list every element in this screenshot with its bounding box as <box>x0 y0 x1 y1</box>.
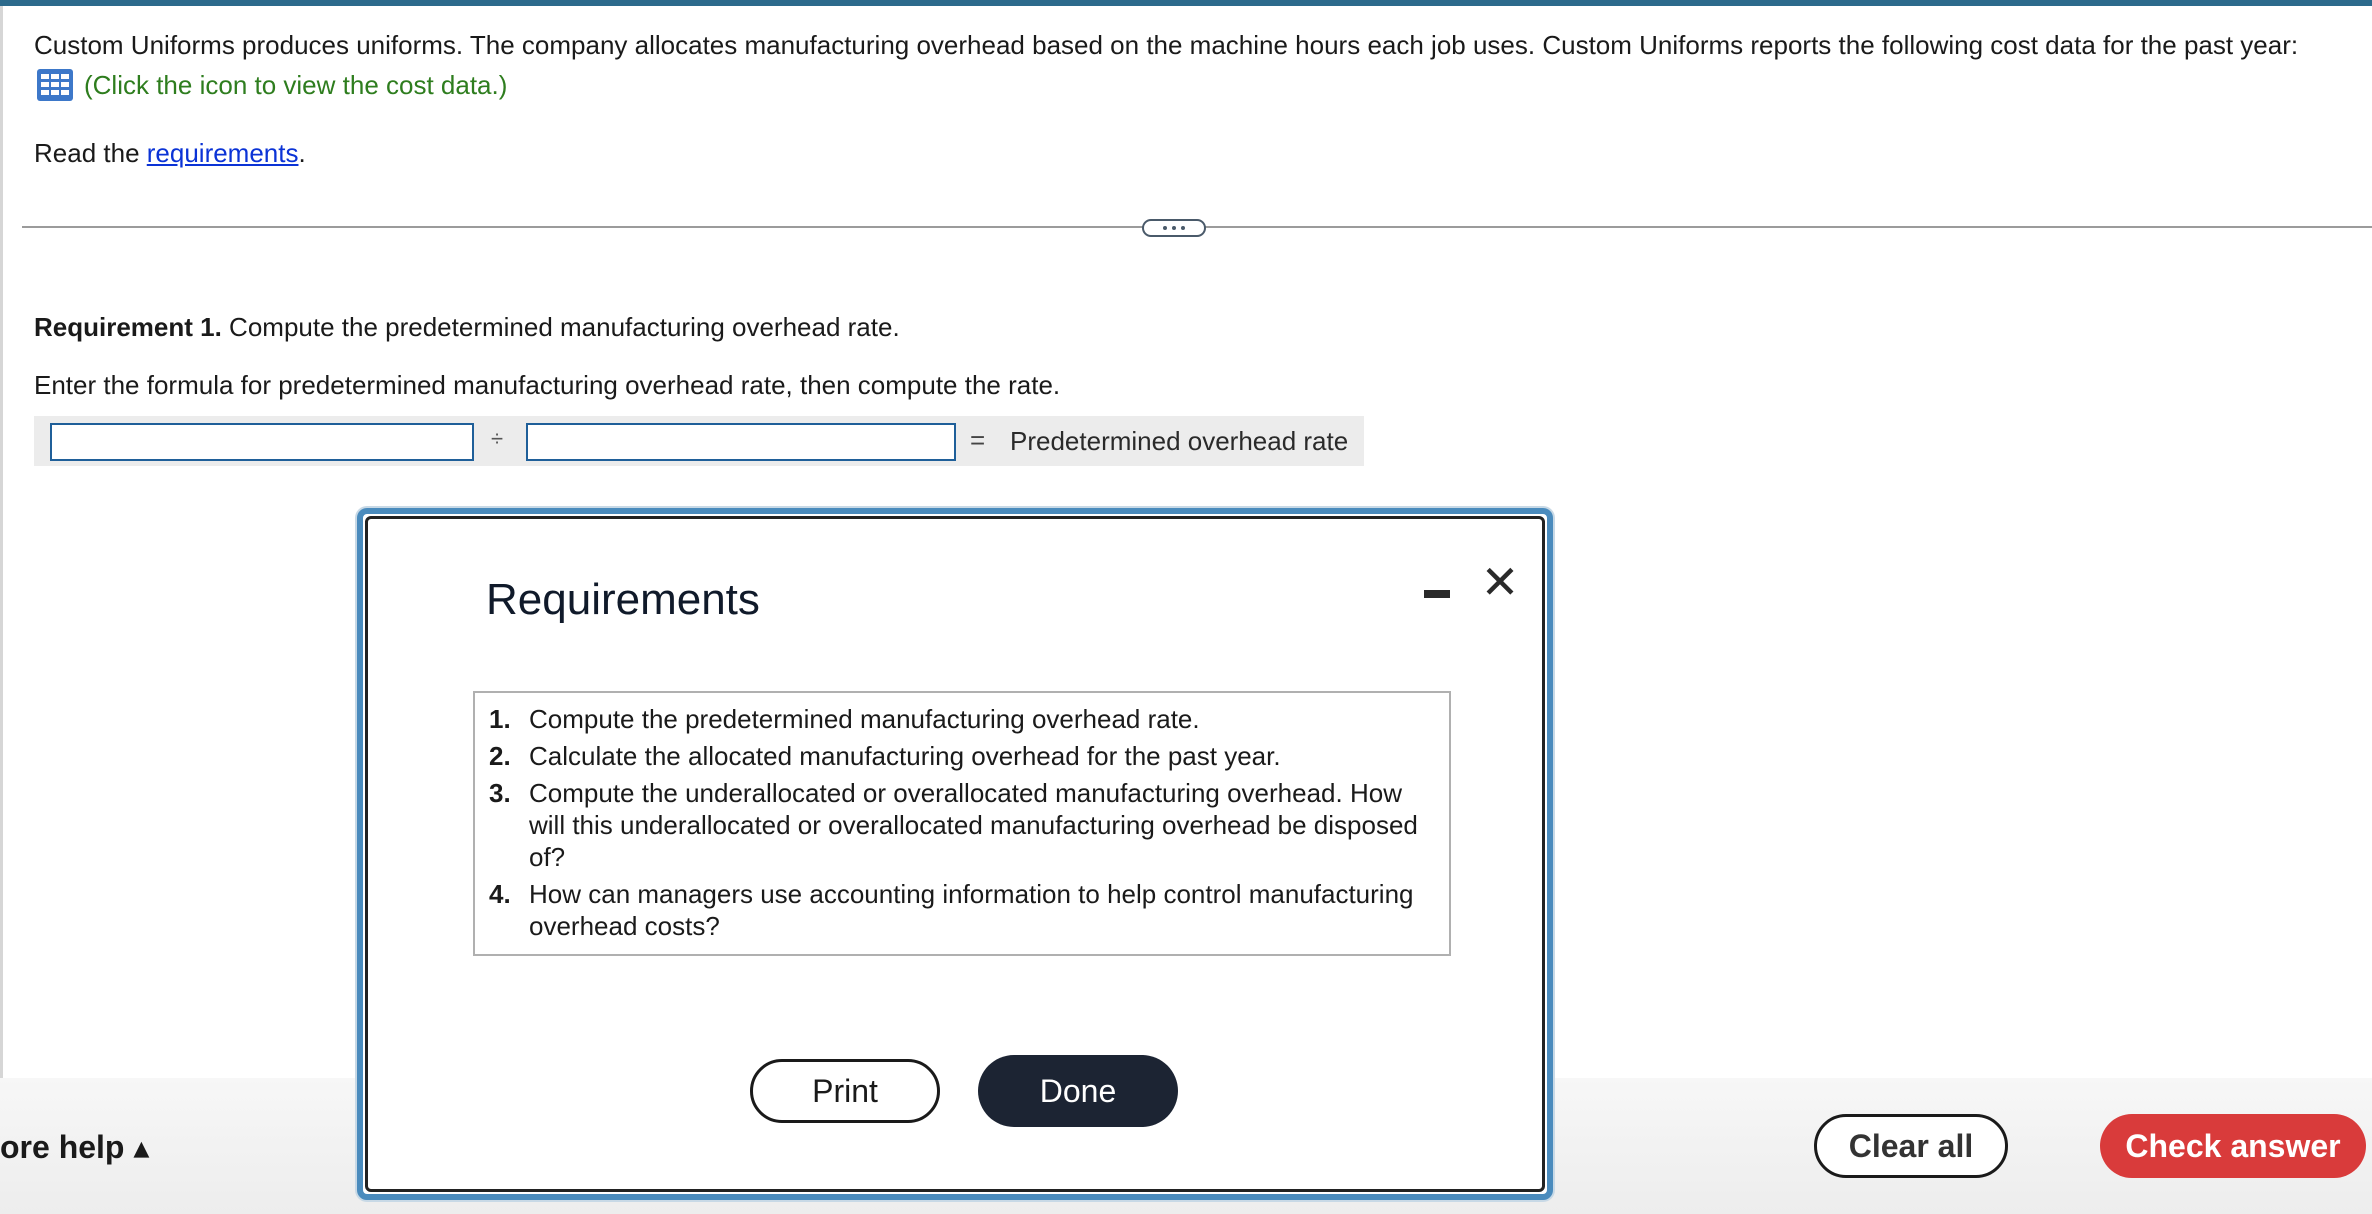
table-grid-icon[interactable] <box>36 68 74 102</box>
list-item <box>489 777 1435 873</box>
print-button[interactable]: Print <box>750 1059 940 1123</box>
list-item-text: Calculate the allocated manufacturing overhead for the past year. <box>529 741 1281 771</box>
list-item-number: 4. <box>489 879 511 909</box>
list-item-number: 1. <box>489 704 511 734</box>
equals-symbol: = <box>970 425 986 455</box>
formula-instruction: Enter the formula for predetermined manufacturing overhead rate, then compute the rate. <box>34 370 1061 400</box>
close-icon[interactable]: ✕ <box>1480 556 1520 608</box>
requirement-heading-text: Compute the predetermined manufacturing overhead rate. <box>221 312 900 342</box>
formula-numerator-input[interactable] <box>50 423 474 461</box>
clear-all-button[interactable]: Clear all <box>1814 1114 2008 1178</box>
problem-intro: Custom Uniforms produces uniforms. The company allocates manufacturing overhead based on the machine hours each job uses. Custom Uniforms reports the following cost data for the past year: <box>34 30 2299 60</box>
ellipsis-dot <box>1181 226 1185 230</box>
requirements-box <box>473 691 1451 956</box>
read-requirements-line <box>34 138 306 169</box>
list-item-number: 3. <box>489 778 511 808</box>
list-item-text: How can managers use accounting information to help control manufacturing overhead costs? <box>529 879 1414 941</box>
list-item <box>489 878 1435 942</box>
ellipsis-dot <box>1172 226 1176 230</box>
requirement-heading <box>34 312 900 343</box>
cost-data-link[interactable] <box>36 68 507 102</box>
left-border <box>0 6 3 1078</box>
formula-denominator-input[interactable] <box>526 423 956 461</box>
more-help-button[interactable]: ore help ▴ <box>0 1129 150 1165</box>
read-suffix: . <box>298 138 306 168</box>
list-item-text: Compute the underallocated or overallocated manufacturing overhead. How will this underallocated or overallocated manufacturing overhead be disposed of? <box>529 778 1418 872</box>
requirements-modal <box>357 508 1553 1200</box>
list-item-text: Compute the predetermined manufacturing overhead rate. <box>529 704 1200 734</box>
minimize-icon[interactable] <box>1422 572 1454 608</box>
ellipsis-icon[interactable] <box>1142 219 1206 237</box>
requirements-link[interactable]: requirements <box>146 138 299 168</box>
result-label: Predetermined overhead rate <box>1010 426 1349 456</box>
list-item <box>489 703 1435 735</box>
requirement-heading-bold: Requirement 1. <box>34 312 222 342</box>
done-button[interactable]: Done <box>978 1055 1178 1127</box>
read-prefix: Read the <box>34 138 147 168</box>
ellipsis-dot <box>1163 226 1167 230</box>
requirements-list <box>489 703 1435 942</box>
formula-row <box>34 416 1364 466</box>
cost-data-link-text[interactable]: (Click the icon to view the cost data.) <box>84 69 508 100</box>
list-item <box>489 740 1435 772</box>
divide-symbol: ÷ <box>491 426 504 451</box>
check-answer-button[interactable]: Check answer <box>2100 1114 2366 1178</box>
modal-body <box>365 516 1545 1192</box>
top-accent-strip <box>0 0 2372 6</box>
modal-title: Requirements <box>486 575 760 624</box>
list-item-number: 2. <box>489 741 511 771</box>
